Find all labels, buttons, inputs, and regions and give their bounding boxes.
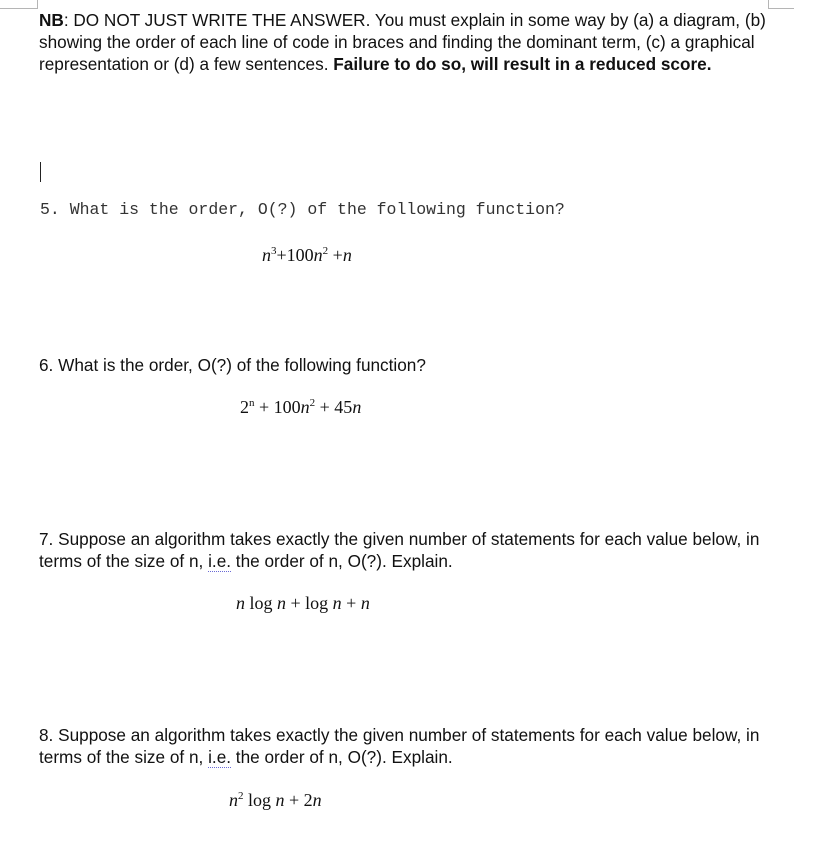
- question-5-expression: $n^3+100n^2 +n$: [262, 245, 352, 265]
- instructions-text: : DO NOT JUST WRITE THE ANSWER. You must explain in some way by (a) a diagram, (b) showing the order of each line of code in braces and finding the dominant term, (c) a graphical representation or (d) a few sentences.: [39, 10, 766, 74]
- instructions-paragraph: [39, 9, 799, 75]
- question-5: 5. What is the order, O(?) of the following function?: [40, 200, 565, 219]
- question-6: 6. What is the order, O(?) of the following function?: [39, 355, 426, 375]
- question-8: 8. Suppose an algorithm takes exactly the given number of statements for each value below, in terms of the size of n, i.e. the order of n, O(?). Explain.: [39, 725, 760, 767]
- ie-abbreviation: i.e.: [208, 747, 232, 767]
- nb-label: NB: [39, 10, 64, 30]
- text-cursor: [40, 162, 41, 182]
- margin-mark: [0, 8, 37, 9]
- question-7: 7. Suppose an algorithm takes exactly the given number of statements for each value below, in terms of the size of n, i.e. the order of n, O(?). Explain.: [39, 529, 760, 571]
- instructions-warning: Failure to do so, will result in a reduced score.: [333, 54, 712, 74]
- question-8-expression: $n^2$ log n + 2n: [229, 790, 322, 810]
- ie-abbreviation: i.e.: [208, 551, 232, 571]
- question-6-expression: $2^n + 100n^2 + 45n$: [240, 397, 362, 417]
- margin-mark: [37, 0, 38, 9]
- question-7-expression: n log n + log n + n: [236, 593, 370, 613]
